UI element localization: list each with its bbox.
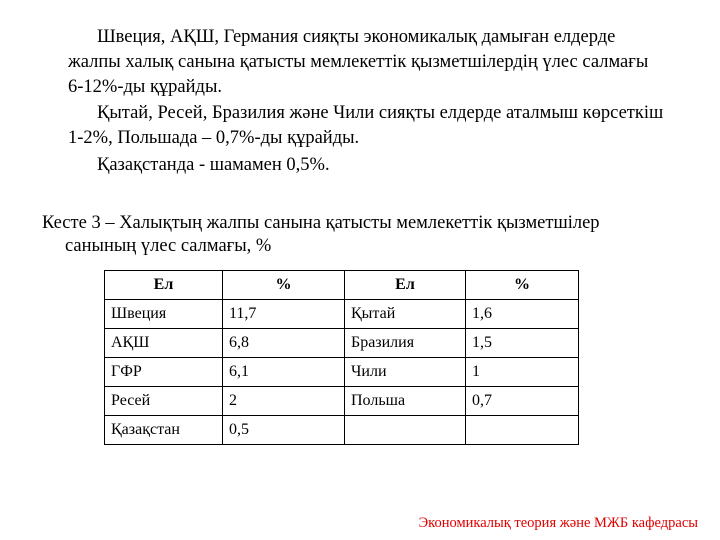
country-cell: АҚШ [105, 329, 223, 358]
percent-cell: 0,7 [466, 387, 579, 416]
header-country: Ел [345, 271, 466, 300]
caption-line-2: санының үлес салмағы, % [65, 236, 272, 256]
paragraph-2: Қытай, Ресей, Бразилия және Чили сияқты елдерде аталмыш көрсеткіш 1-2%, Польшада – 0,7%-ды құрайды. [68, 103, 664, 148]
country-cell: Қазақстан [105, 416, 223, 445]
country-cell [345, 416, 466, 445]
footer-department: Экономикалық теория және МЖБ кафедрасы [418, 515, 698, 531]
country-cell: Чили [345, 358, 466, 387]
paragraph-3: Қазақстанда - шамамен 0,5%. [97, 155, 330, 175]
percent-cell: 2 [223, 387, 345, 416]
data-table [104, 270, 579, 445]
country-cell: Швеция [105, 300, 223, 329]
table-header-row [105, 271, 579, 300]
caption-line-1: Кесте 3 – Халықтың жалпы санына қатысты мемлекеттік қызметшілер [42, 213, 600, 233]
country-cell: Бразилия [345, 329, 466, 358]
percent-cell: 1,6 [466, 300, 579, 329]
country-cell: ГФР [105, 358, 223, 387]
paragraph-1: Швеция, АҚШ, Германия сияқты экономикалық дамыған елдерде жалпы халық санына қатысты мемлекеттік қызметшілердің үлес салмағы 6-12%-ды құрайды. [68, 27, 649, 97]
percent-cell: 1,5 [466, 329, 579, 358]
table-caption [42, 212, 674, 258]
table-row [105, 358, 579, 387]
percent-cell: 6,1 [223, 358, 345, 387]
table-row [105, 300, 579, 329]
header-percent: % [223, 271, 345, 300]
percent-cell: 1 [466, 358, 579, 387]
country-cell: Ресей [105, 387, 223, 416]
header-percent: % [466, 271, 579, 300]
percent-cell: 6,8 [223, 329, 345, 358]
percent-cell [466, 416, 579, 445]
percent-cell: 0,5 [223, 416, 345, 445]
country-cell: Польша [345, 387, 466, 416]
percent-cell: 11,7 [223, 300, 345, 329]
table-row [105, 416, 579, 445]
header-country: Ел [105, 271, 223, 300]
table-row [105, 387, 579, 416]
table-row [105, 329, 579, 358]
country-cell: Қытай [345, 300, 466, 329]
